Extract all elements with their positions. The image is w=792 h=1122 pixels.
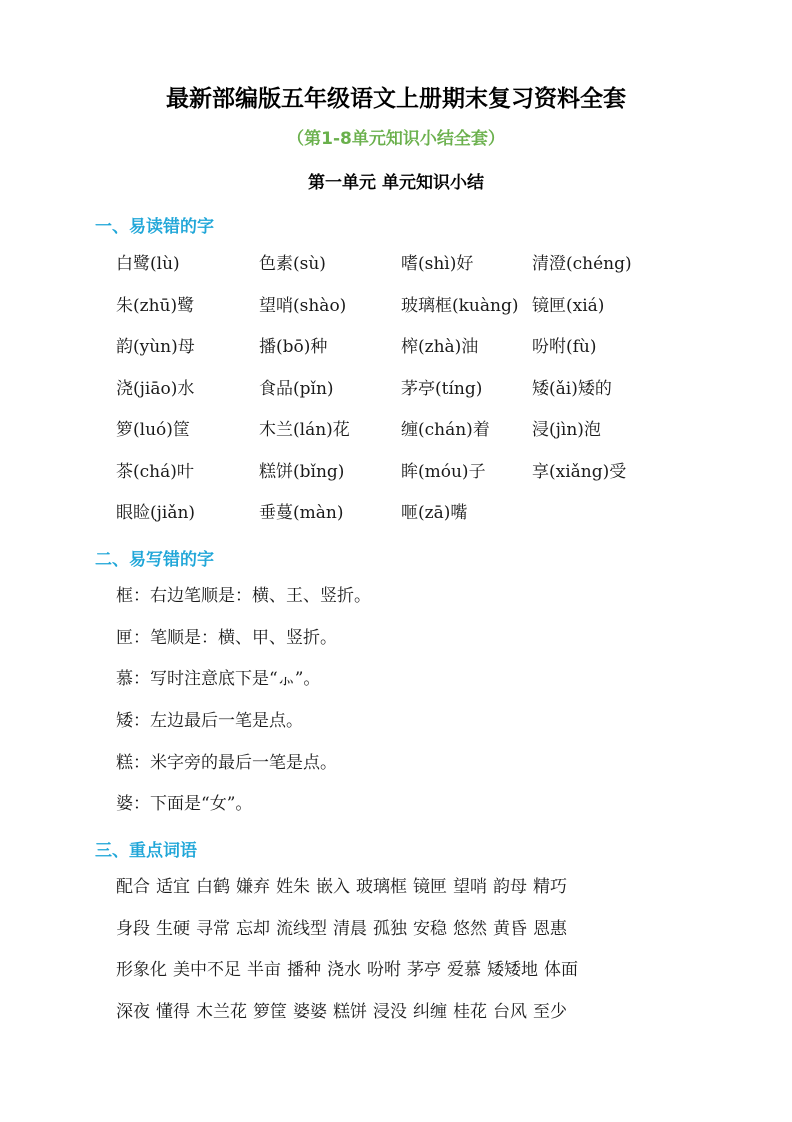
key-word: 播种 [287,960,321,981]
key-word: 生硬 [156,918,190,939]
key-word: 纠缠 [413,1002,447,1023]
pinyin-item: 嗜(shì)好 [401,254,474,274]
key-word: 茅亭 [407,960,441,981]
page-title: 最新部编版五年级语文上册期末复习资料全套 [166,86,626,112]
key-word: 姓朱 [276,877,310,897]
page-subtitle: （第1-8单元知识小结全套） [287,129,505,149]
pinyin-item: 箩(luó)筐 [116,420,190,440]
pinyin-item: 享(xiǎng)受 [532,461,627,482]
writing-item: 矮：左边最后一笔是点。 [116,711,303,732]
word-row [116,995,676,1037]
pinyin-item: 色素(sù) [259,254,326,274]
pinyin-item: 浇(jiāo)水 [116,378,195,399]
pinyin-item: 朱(zhū)鹭 [116,295,195,316]
key-word: 形象化 [116,960,167,981]
key-word: 台风 [493,1002,527,1023]
pinyin-item: 吩咐(fù) [532,337,597,357]
writing-item: 慕：写时注意底下是“⺗”。 [116,669,321,690]
pinyin-item: 缠(chán)着 [401,420,490,440]
pinyin-item: 咂(zā)嘴 [401,503,468,523]
writing-item: 框：右边笔顺是：横、王、竖折。 [116,586,371,606]
key-word: 糕饼 [333,1002,367,1023]
key-word: 浸没 [373,1002,407,1023]
key-word: 矮矮地 [487,960,538,981]
key-word: 孤独 [373,918,407,939]
key-word: 桂花 [453,1002,487,1023]
pinyin-item: 木兰(lán)花 [259,420,350,440]
pinyin-item: 茅亭(tíng) [401,378,483,399]
writing-item: 匣：笔顺是：横、甲、竖折。 [116,627,337,648]
pinyin-item: 眼睑(jiǎn) [116,503,196,523]
key-word: 玻璃框 [356,877,407,897]
section-heading-pronunciation: 一、易读错的字 [95,217,214,237]
key-word: 半亩 [247,960,281,981]
pinyin-item: 榨(zhà)油 [401,337,479,357]
key-word: 黄昏 [493,918,527,939]
word-row [116,953,676,995]
key-word: 浇水 [327,960,361,981]
key-word: 配合 [116,877,150,897]
pinyin-item: 眸(móu)子 [401,461,486,482]
pinyin-grid [116,247,676,538]
section-heading-writing: 二、易写错的字 [95,550,214,570]
word-row [116,870,676,912]
key-word: 美中不足 [173,960,241,981]
writing-item: 婆：下面是“女”。 [116,794,253,815]
key-word: 嫌弃 [236,877,270,897]
pinyin-item: 垂蔓(màn) [259,503,344,523]
pinyin-item: 玻璃框(kuàng) [401,295,519,316]
key-word: 流线型 [276,918,327,939]
key-word: 身段 [116,918,150,939]
pinyin-item: 白鹭(lù) [116,254,180,274]
section-heading-key-words: 三、重点词语 [95,841,197,861]
key-word: 嵌入 [316,877,350,897]
writing-list [116,579,716,829]
key-word: 恩惠 [533,918,567,939]
key-word: 婆婆 [293,1002,327,1023]
key-word: 清晨 [333,918,367,939]
key-word: 吩咐 [367,960,401,981]
pinyin-item: 镜匣(xiá) [532,295,605,316]
pinyin-item: 糕饼(bǐng) [259,461,345,482]
key-words-list [116,870,676,1037]
key-word: 悠然 [453,918,487,939]
pinyin-item: 清澄(chéng) [532,254,632,274]
key-word: 体面 [544,960,578,981]
key-word: 适宜 [156,877,190,897]
pinyin-item: 食品(pǐn) [259,378,334,399]
key-word: 箩筐 [253,1002,287,1023]
pinyin-item: 矮(ǎi)矮的 [532,378,612,399]
pinyin-item: 茶(chá)叶 [116,461,194,482]
key-word: 镜匣 [413,877,447,897]
key-word: 爱慕 [447,960,481,981]
pinyin-item: 浸(jìn)泡 [532,420,601,440]
key-word: 木兰花 [196,1002,247,1023]
pinyin-item: 望哨(shào) [259,295,347,316]
key-word: 安稳 [413,918,447,939]
key-word: 韵母 [493,877,527,897]
word-row [116,912,676,954]
key-word: 懂得 [156,1002,190,1023]
key-word: 寻常 [196,918,230,939]
writing-item: 糕：米字旁的最后一笔是点。 [116,752,337,773]
key-word: 忘却 [236,918,270,939]
pinyin-item: 韵(yùn)母 [116,337,195,357]
unit-title: 第一单元 单元知识小结 [308,173,484,193]
key-word: 白鹤 [196,877,230,897]
pinyin-item: 播(bō)种 [259,337,328,357]
key-word: 深夜 [116,1002,150,1023]
key-word: 精巧 [533,877,567,897]
key-word: 望哨 [453,877,487,897]
key-word: 至少 [533,1002,567,1023]
